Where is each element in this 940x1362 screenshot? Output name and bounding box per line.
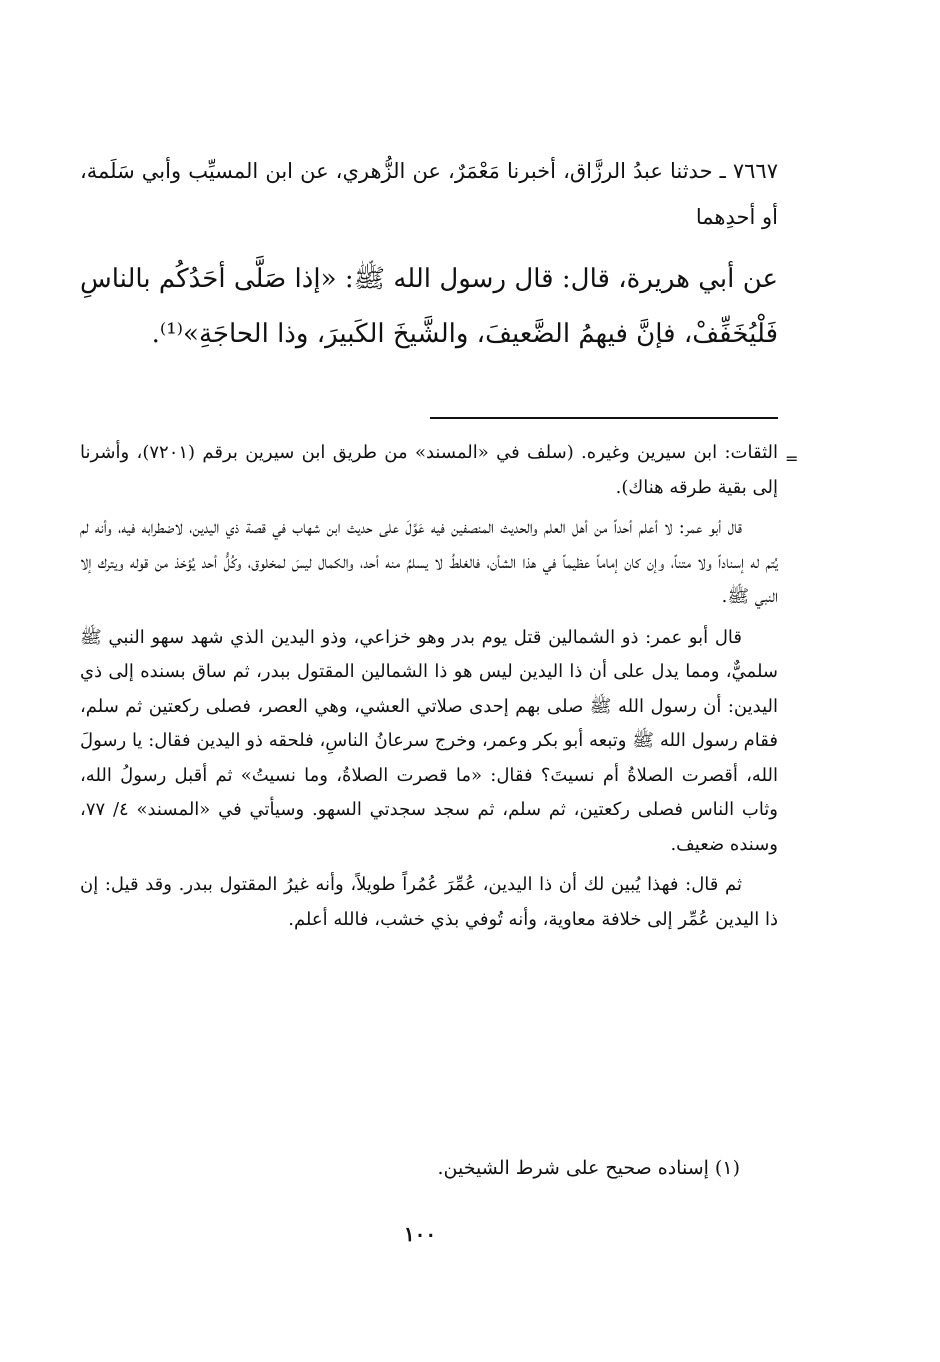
- footnote-separator: [430, 417, 778, 419]
- footnote-continuation-marker: =: [785, 449, 799, 468]
- footnote-source-grading: (١) إسناده صحيح على شرط الشيخين.: [437, 1157, 740, 1179]
- footnote-paragraph: ثم قال: فهذا يُبين لك أن ذا اليدين، عُمِّرَ عُمُراً طويلاً، وأنه غيرُ المقتول ببدر. وقد قيل: إن ذا اليدين عُمِّر إلى خلافة معاوية، وأنه تُوفي بذي خشب، فالله أعلم.: [80, 874, 778, 930]
- footnote-paragraph: الثقات: ابن سيرين وغيره. (سلف في «المسند» من طريق ابن سيرين برقم (٧٢٠١)، وأشرنا إلى بقية طرقه هناك).: [80, 442, 778, 498]
- footnotes-section: [80, 436, 778, 943]
- footnote-paragraph: قال أبو عمر: لا أعلم أحداً من أهل العلم والحديث المنصفين فيه عَوَّلَ على حديث ابن شهاب في قصة ذي اليدين، لاضطرابه فيه، وأنه لم يُتم له إسناداً ولا متناً، وإن كان إماماً عظيماً في هذا الشأن، فالغلطُ لا يسلمُ منه أحد، والكمال ليسَ لمخلوق، وكُلُّ أحد يُؤخذ من قوله ويترك إلا النبي ﷺ.: [80, 517, 779, 607]
- page-number: ١٠٠: [403, 1222, 437, 1246]
- footnote-paragraph: قال أبو عمر: ذو الشمالين قتل يوم بدر وهو خزاعي، وذو اليدين الذي شهد سهو النبي ﷺ سلميٌّ، ومما يدل على أن ذا اليدين ليس هو ذا الشمالين المقتول ببدر، ثم ساق بسنده إلى ذي اليدين: أن رسول الله ﷺ صلى بهم إحدى صلاتي العشي، وهي العصر، فصلى ركعتين ثم سلم، فقام رسول الله ﷺ وتبعه أبو بكر وعمر، وخرج سرعانُ الناسِ، فلحقه ذو اليدين فقال: يا رسولَ الله، أقصرت الصلاةُ أم نسيتَ؟ فقال: «ما قصرت الصلاةُ، وما نسيتُ» ثم أقبل رسولُ الله، وثاب الناس فصلى ركعتين، ثم سلم، ثم سجد سجدتي السهو. وسيأتي في «المسند» ٤/ ٧٧، وسنده ضعيف.: [80, 626, 778, 855]
- hadith-isnad: ٧٦٦٧ ـ حدثنا عبدُ الرزَّاق، أخبرنا مَعْمَرٌ، عن الزُّهري، عن ابن المسيِّب وأبي سَلَمة، أو أحدِهما: [80, 159, 778, 229]
- hadith-matn: عن أبي هريرة، قال: قال رسول الله ﷺ: «إذا صَلَّى أحَدُكُم بالناسِ فَلْيُخَفِّفْ، فإنَّ فيهمُ الضَّعيفَ، والشَّيخَ الكَبيرَ، وذا الحاجَةِ»⁽¹⁾.: [80, 264, 778, 349]
